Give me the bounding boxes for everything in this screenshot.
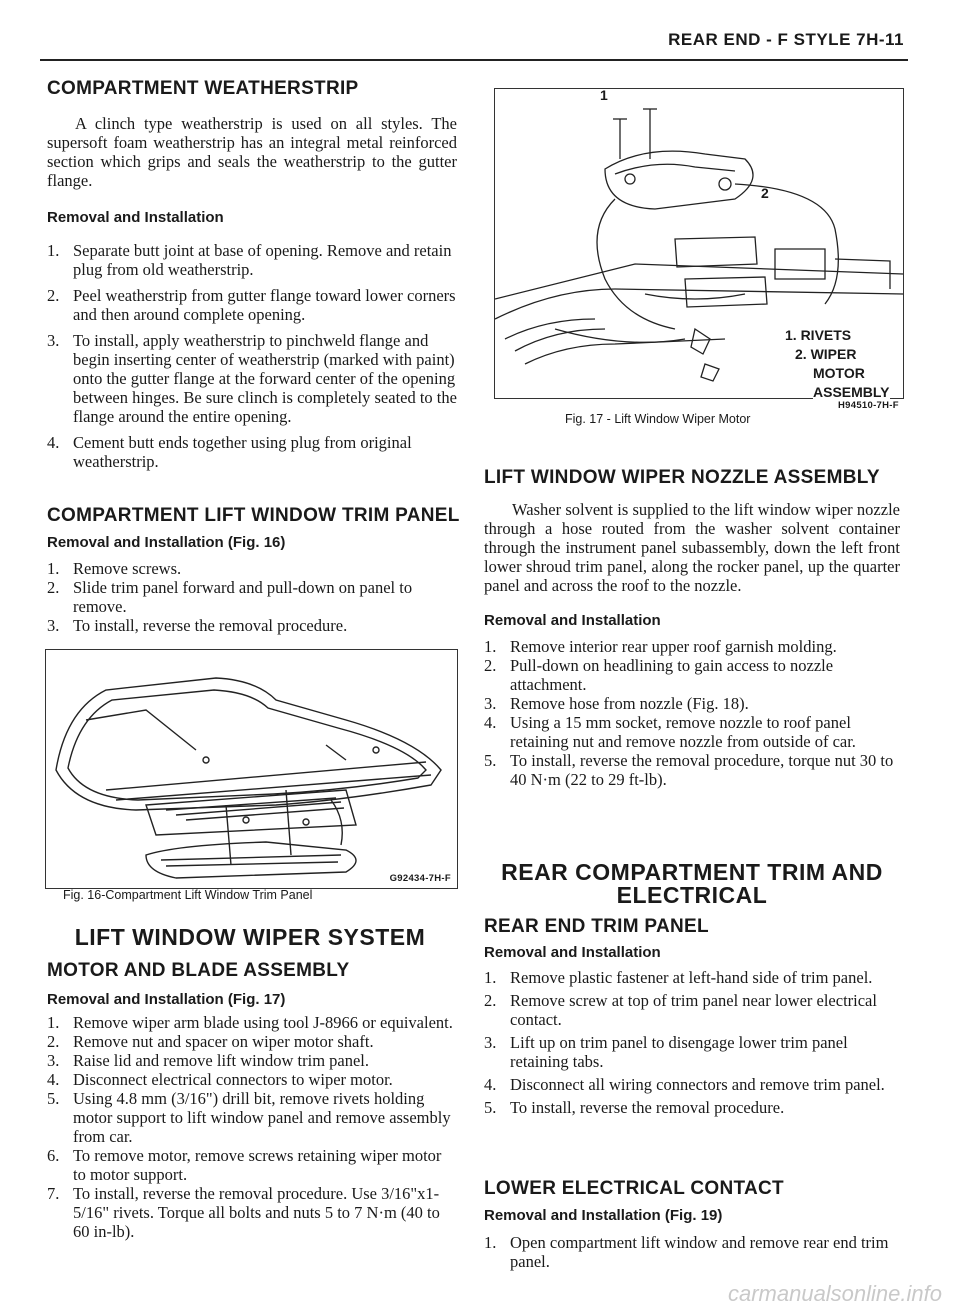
running-head: REAR END - F STYLE 7H-11: [668, 30, 904, 49]
step-text: Open compartment lift window and remove rear end trim panel.: [510, 1233, 889, 1271]
list-item: [47, 1146, 457, 1184]
step-number: 3.: [47, 331, 60, 350]
step-text: Disconnect all wiring connectors and remove trim panel.: [510, 1075, 885, 1094]
trim-panel-steps: [47, 559, 457, 635]
step-number: 5.: [484, 751, 497, 770]
step-text: Remove screw at top of trim panel near lower electrical contact.: [510, 991, 877, 1029]
motor-blade-sub: Removal and Installation (Fig. 17): [47, 991, 286, 1008]
list-item: [47, 616, 457, 635]
step-number: 5.: [484, 1098, 497, 1117]
step-text: To install, reverse the removal procedure.: [510, 1098, 785, 1117]
step-text: Using a 15 mm socket, remove nozzle to roof panel retaining nut and remove nozzle from outside of car.: [510, 713, 856, 751]
list-item: [47, 1070, 457, 1089]
list-item: [47, 1089, 457, 1146]
list-item: [47, 286, 457, 324]
list-item: [484, 713, 900, 751]
step-text: Separate butt joint at base of opening. Remove and retain plug from old weatherstrip.: [73, 241, 452, 279]
list-item: [484, 694, 900, 713]
step-text: Remove wiper arm blade using tool J-8966 or equivalent.: [73, 1013, 453, 1032]
figure-17-wiper-motor: [494, 88, 904, 399]
watermark: carmanualsonline.info: [727, 1281, 942, 1306]
step-text: Pull-down on headlining to gain access to nozzle attachment.: [510, 656, 834, 694]
step-number: 2.: [484, 991, 497, 1010]
list-item: [484, 1098, 900, 1117]
figure-code: G92434-7H-F: [389, 873, 451, 884]
figure-16-trim-panel: [45, 649, 458, 889]
list-item: [47, 578, 457, 616]
step-number: 1.: [47, 241, 60, 260]
list-item: [484, 991, 900, 1029]
list-item: [484, 656, 900, 694]
callout-assembly: ASSEMBLY: [813, 384, 890, 400]
step-number: 1.: [484, 968, 497, 987]
step-text: Disconnect electrical connectors to wiper motor.: [73, 1070, 393, 1089]
step-number: 1.: [484, 637, 497, 656]
step-number: 3.: [47, 1051, 60, 1070]
step-text: To remove motor, remove screws retaining wiper motor to motor support.: [73, 1146, 442, 1184]
list-item: [484, 1033, 900, 1071]
motor-blade-steps: [47, 1013, 457, 1241]
step-text: Remove plastic fastener at left-hand side of trim panel.: [510, 968, 873, 987]
weatherstrip-intro-text: A clinch type weatherstrip is used on all styles. The supersoft foam weatherstrip has an integral metal reinforced section which grips and seals the weatherstrip to the gutter flange.: [47, 114, 457, 190]
figure-16-caption: Fig. 16-Compartment Lift Window Trim Panel: [63, 888, 313, 902]
lower-contact-steps: [484, 1233, 900, 1271]
list-item: [484, 637, 900, 656]
section-title-wiper-system: LIFT WINDOW WIPER SYSTEM: [74, 924, 426, 950]
section-title-rear-compartment-2: ELECTRICAL: [616, 882, 768, 908]
list-item: [47, 433, 457, 471]
step-number: 2.: [47, 578, 60, 597]
step-number: 3.: [484, 1033, 497, 1052]
weatherstrip-steps: [47, 241, 457, 471]
list-item: [47, 331, 457, 426]
section-title-motor-blade: MOTOR AND BLADE ASSEMBLY: [47, 960, 350, 981]
lower-contact-sub: Removal and Installation (Fig. 19): [484, 1207, 723, 1224]
list-item: [47, 1013, 457, 1032]
list-item: [484, 1075, 900, 1094]
step-number: 2.: [484, 656, 497, 675]
step-text: Lift up on trim panel to disengage lower trim panel retaining tabs.: [510, 1033, 848, 1071]
step-text: To install, apply weatherstrip to pinchweld flange and begin inserting center of weatherstrip (marked with paint) onto the gutter flange at the forward center of the opening between hinges. Be sure clinch is completely seated to the flange around the entire opening.: [73, 331, 457, 426]
header-rule: [40, 59, 908, 61]
figure-code: H94510-7H-F: [838, 400, 899, 411]
step-number: 4.: [47, 1070, 60, 1089]
step-number: 1.: [47, 1013, 60, 1032]
section-title-nozzle: LIFT WINDOW WIPER NOZZLE ASSEMBLY: [484, 467, 880, 488]
section-title-weatherstrip: COMPARTMENT WEATHERSTRIP: [47, 78, 359, 99]
step-text: Cement butt ends together using plug from original weatherstrip.: [73, 433, 412, 471]
leader-label-2: 2: [761, 185, 769, 201]
step-number: 2.: [47, 1032, 60, 1051]
list-item: [47, 1051, 457, 1070]
section-title-trim-panel: COMPARTMENT LIFT WINDOW TRIM PANEL: [47, 505, 460, 526]
trim-panel-illustration: [46, 650, 457, 888]
step-text: Remove screws.: [73, 559, 182, 578]
callout-rivets: 1. RIVETS: [785, 327, 852, 343]
nozzle-intro: [484, 500, 900, 595]
step-text: Remove hose from nozzle (Fig. 18).: [510, 694, 749, 713]
step-text: Remove nut and spacer on wiper motor shaft.: [73, 1032, 374, 1051]
section-title-rear-compartment-1: REAR COMPARTMENT TRIM AND: [501, 859, 883, 885]
list-item: [47, 1184, 457, 1241]
weatherstrip-intro: [47, 114, 457, 190]
step-text: To install, reverse the removal procedure. Use 3/16"x1-5/16" rivets. Torque all bolts and nuts 5 to 7 N·m (40 to 60 in-lb).: [73, 1184, 440, 1241]
step-number: 3.: [47, 616, 60, 635]
leader-label-1: 1: [600, 87, 608, 103]
step-text: To install, reverse the removal procedure.: [73, 616, 348, 635]
step-text: Raise lid and remove lift window trim panel.: [73, 1051, 370, 1070]
step-text: Peel weatherstrip from gutter flange toward lower corners and then around complete opening.: [73, 286, 456, 324]
step-number: 5.: [47, 1089, 60, 1108]
step-number: 1.: [47, 559, 60, 578]
section-title-rear-end-trim: REAR END TRIM PANEL: [484, 916, 709, 937]
step-number: 4.: [484, 1075, 497, 1094]
step-text: Using 4.8 mm (3/16") drill bit, remove rivets holding motor support to lift window panel and remove assembly from car.: [73, 1089, 451, 1146]
nozzle-intro-text: Washer solvent is supplied to the lift window wiper nozzle through a hose routed from the washer solvent container through the instrument panel subassembly, down the left front lower shroud trim panel, along the rocker panel, up the quarter panel and across the roof to the nozzle.: [484, 500, 900, 595]
weatherstrip-sub: Removal and Installation: [47, 209, 224, 226]
list-item: [484, 1233, 900, 1271]
list-item: [47, 241, 457, 279]
step-number: 6.: [47, 1146, 60, 1165]
step-text: Slide trim panel forward and pull-down on panel to remove.: [73, 578, 413, 616]
callout-wiper: 2. WIPER: [795, 346, 857, 362]
list-item: [484, 751, 900, 789]
rear-end-trim-steps: [484, 968, 900, 1117]
step-number: 1.: [484, 1233, 497, 1252]
list-item: [47, 1032, 457, 1051]
section-title-lower-contact: LOWER ELECTRICAL CONTACT: [484, 1178, 784, 1199]
step-text: Remove interior rear upper roof garnish molding.: [510, 637, 837, 656]
step-text: To install, reverse the removal procedure, torque nut 30 to 40 N·m (22 to 29 ft-lb).: [510, 751, 894, 789]
list-item: [484, 968, 900, 987]
step-number: 7.: [47, 1184, 60, 1203]
step-number: 4.: [484, 713, 497, 732]
list-item: [47, 559, 457, 578]
trim-panel-sub: Removal and Installation (Fig. 16): [47, 534, 286, 551]
step-number: 3.: [484, 694, 497, 713]
callout-motor: MOTOR: [813, 365, 865, 381]
step-number: 4.: [47, 433, 60, 452]
figure-17-caption: Fig. 17 - Lift Window Wiper Motor: [565, 412, 751, 426]
step-number: 2.: [47, 286, 60, 305]
nozzle-sub: Removal and Installation: [484, 612, 661, 629]
nozzle-steps: [484, 637, 900, 789]
rear-end-trim-sub: Removal and Installation: [484, 944, 661, 961]
